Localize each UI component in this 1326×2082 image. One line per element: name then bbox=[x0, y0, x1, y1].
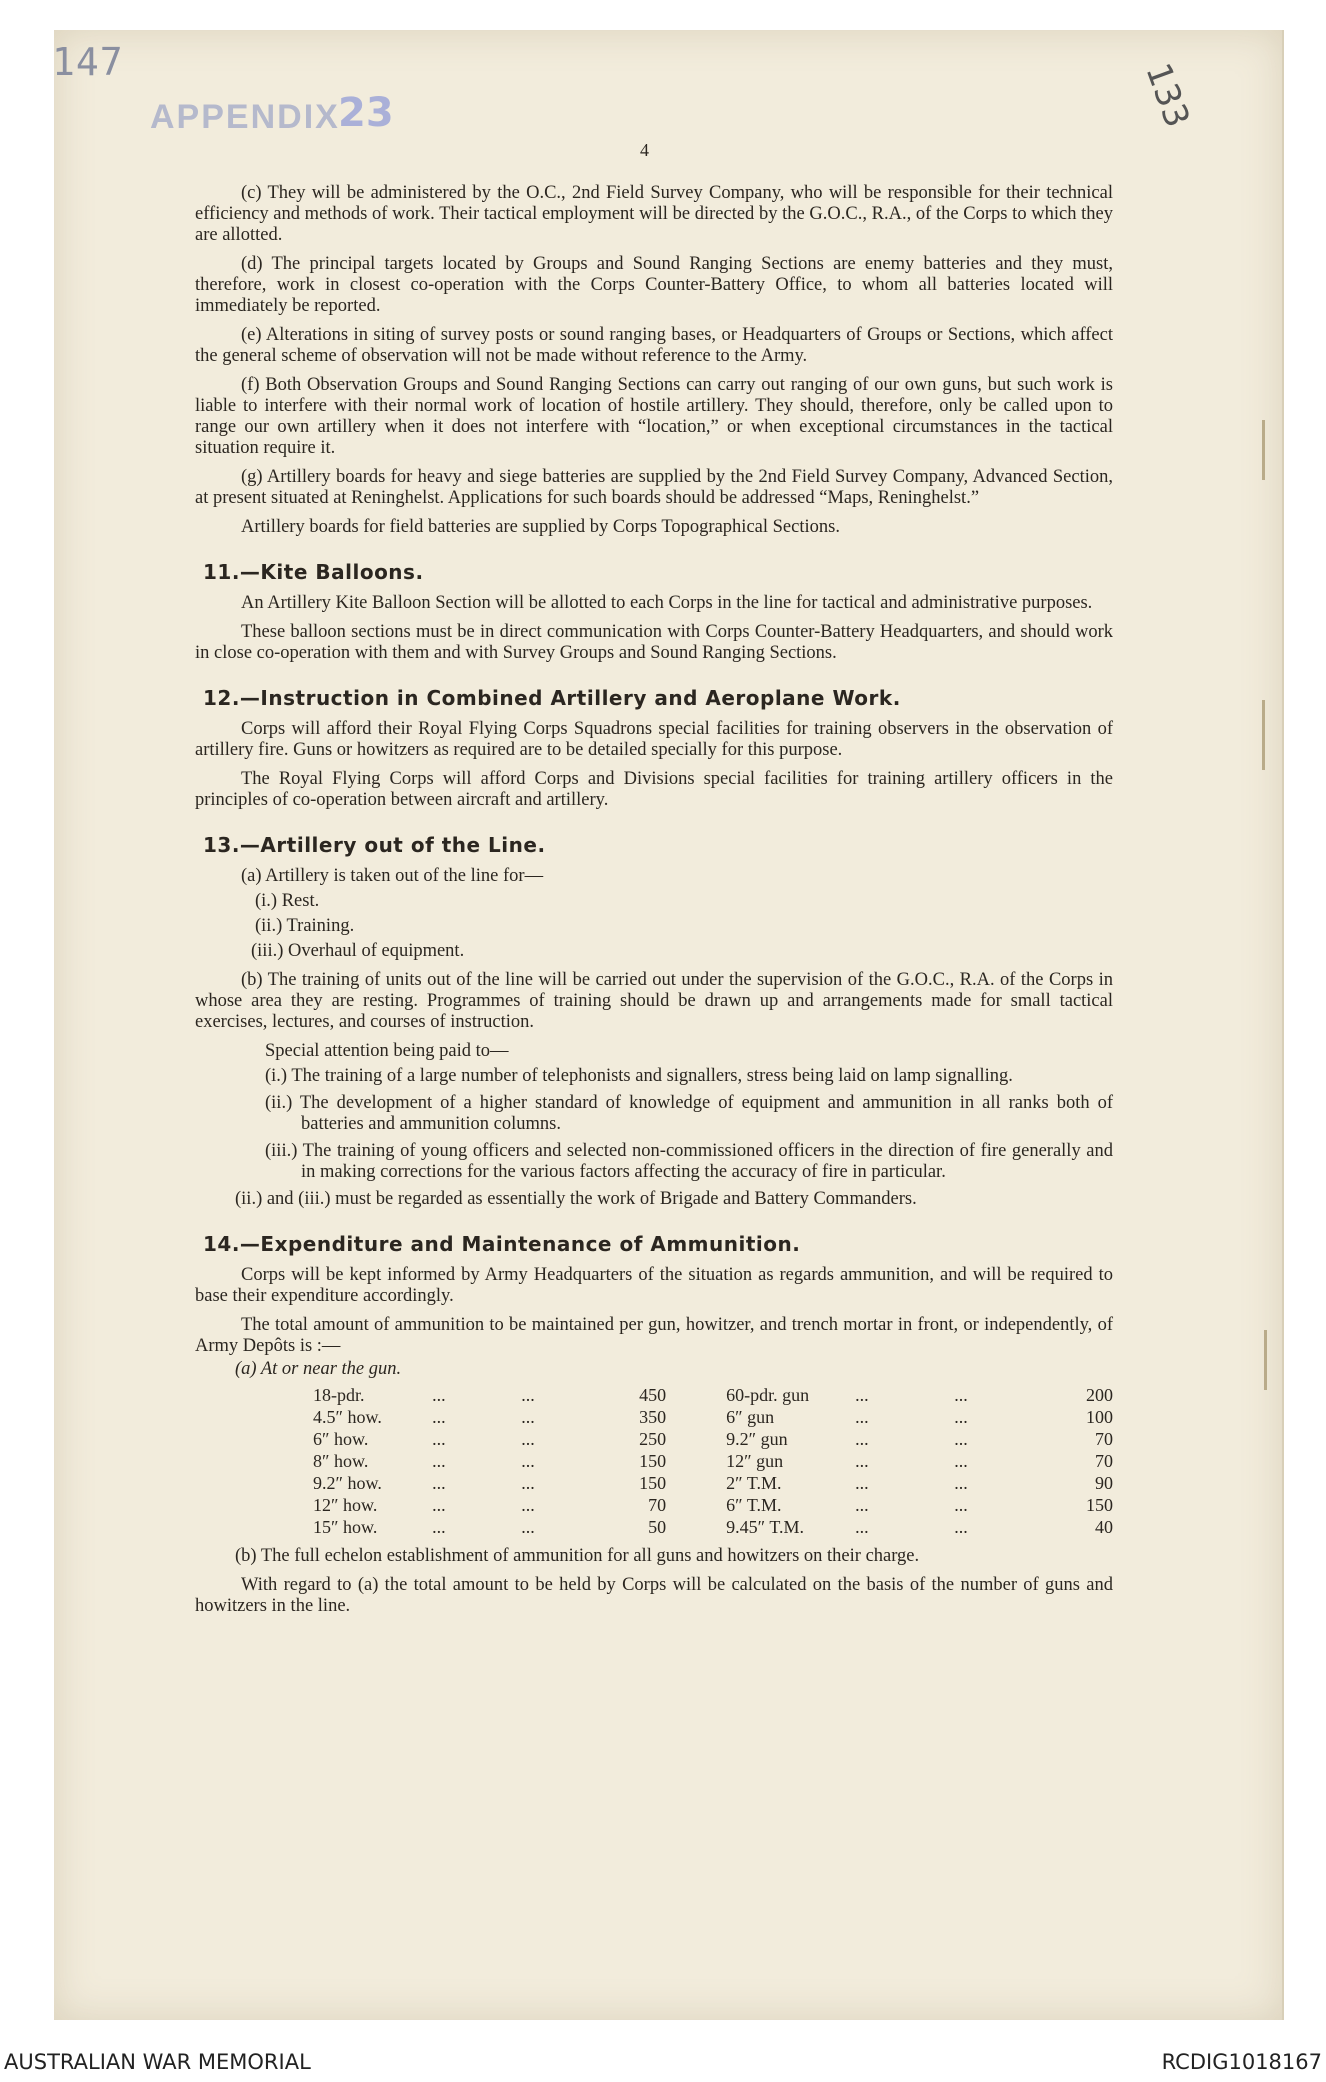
section-12-paragraph: Corps will afford their Royal Flying Corps Squadrons special facilities for training observers in the observation of artillery fire. Guns or howitzers as required are to be detailed specially for this purpose. bbox=[195, 719, 1113, 760]
weapon-name: 9.2″ gun bbox=[726, 1428, 788, 1449]
rounds-value: 50 bbox=[648, 1516, 667, 1537]
weapon-name: 2″ T.M. bbox=[726, 1472, 782, 1493]
weapon-name: 6″ gun bbox=[726, 1406, 775, 1427]
leader-dots: ... bbox=[855, 1494, 869, 1515]
leader-dots: ... bbox=[855, 1516, 869, 1537]
appendix-stamp: APPENDIX bbox=[150, 98, 340, 136]
list-item: (iii.) The training of young officers and selected non-commissioned officers in the direction of fire generally and in making corrections for the various factors affecting the accuracy of fire in particular. bbox=[265, 1141, 1113, 1182]
table-row bbox=[313, 1450, 666, 1472]
weapon-name: 9.45″ T.M. bbox=[726, 1516, 804, 1537]
weapon-name: 60-pdr. gun bbox=[726, 1384, 810, 1405]
weapon-name: 9.2″ how. bbox=[313, 1472, 382, 1493]
document-body bbox=[195, 183, 1113, 1625]
paragraph-field-boards: Artillery boards for field batteries are supplied by Corps Topographical Sections. bbox=[241, 517, 840, 537]
leader-dots: ... bbox=[521, 1406, 535, 1427]
leader-dots: ... bbox=[432, 1450, 446, 1471]
rounds-value: 70 bbox=[1095, 1428, 1113, 1449]
ammunition-table-left bbox=[313, 1384, 666, 1538]
page-edge-mark bbox=[1262, 420, 1265, 480]
table-row bbox=[726, 1472, 1113, 1494]
leader-dots: ... bbox=[432, 1472, 446, 1493]
table-row bbox=[726, 1406, 1113, 1428]
ammunition-table-right bbox=[726, 1384, 1113, 1538]
paragraph-c: (c) They will be administered by the O.C., 2nd Field Survey Company, who will be responsible for their technical efficiency and methods of work. Their tactical employment will be directed by the G.O.C., R.A., of the Corps to which they are allotted. bbox=[195, 183, 1113, 245]
rounds-value: 350 bbox=[639, 1406, 667, 1427]
section-13-closing: (ii.) and (iii.) must be regarded as essentially the work of Brigade and Battery Commanders. bbox=[235, 1189, 917, 1209]
weapon-name: 18-pdr. bbox=[313, 1384, 365, 1405]
leader-dots: ... bbox=[521, 1516, 535, 1537]
section-14-paragraph-b: (b) The full echelon establishment of ammunition for all guns and howitzers on their charge. bbox=[235, 1546, 920, 1566]
list-item: (i.) The training of a large number of telephonists and signallers, stress being laid on lamp signalling. bbox=[265, 1066, 1013, 1086]
leader-dots: ... bbox=[954, 1384, 968, 1405]
rounds-value: 70 bbox=[1095, 1450, 1113, 1471]
rounds-value: 150 bbox=[1086, 1494, 1113, 1515]
leader-dots: ... bbox=[855, 1406, 869, 1427]
section-14-subheading: (a) At or near the gun. bbox=[235, 1359, 402, 1379]
weapon-name: 12″ how. bbox=[313, 1494, 378, 1515]
ammunition-tables bbox=[313, 1384, 1113, 1538]
table-row bbox=[726, 1494, 1113, 1516]
table-row bbox=[726, 1450, 1113, 1472]
rounds-value: 100 bbox=[1086, 1406, 1113, 1427]
rounds-value: 70 bbox=[648, 1494, 667, 1515]
leader-dots: ... bbox=[954, 1450, 968, 1471]
leader-dots: ... bbox=[521, 1450, 535, 1471]
footer-credit: AUSTRALIAN WAR MEMORIAL bbox=[4, 2050, 311, 2074]
leader-dots: ... bbox=[954, 1428, 968, 1449]
section-11-heading: 11.—Kite Balloons. bbox=[203, 560, 424, 584]
leader-dots: ... bbox=[954, 1472, 968, 1493]
page-number: 4 bbox=[640, 140, 649, 160]
section-13-intro: (a) Artillery is taken out of the line for— bbox=[241, 866, 544, 886]
weapon-name: 8″ how. bbox=[313, 1450, 369, 1471]
special-attention-intro: Special attention being paid to— bbox=[265, 1041, 509, 1061]
rounds-value: 150 bbox=[639, 1472, 667, 1493]
list-item: (iii.) Overhaul of equipment. bbox=[251, 941, 465, 961]
section-12-heading: 12.—Instruction in Combined Artillery and Aeroplane Work. bbox=[203, 686, 901, 710]
folio-number: 133 bbox=[1137, 58, 1198, 133]
list-item: (i.) Rest. bbox=[255, 891, 320, 911]
table-row bbox=[313, 1494, 666, 1516]
weapon-name: 12″ gun bbox=[726, 1450, 784, 1471]
rounds-value: 90 bbox=[1095, 1472, 1113, 1493]
table-row bbox=[726, 1428, 1113, 1450]
leader-dots: ... bbox=[855, 1384, 869, 1405]
weapon-name: 6″ how. bbox=[313, 1428, 369, 1449]
paragraph-g: (g) Artillery boards for heavy and siege batteries are supplied by the 2nd Field Survey Company, Advanced Section, at present situated at Reninghelst. Applications for such boards should be addressed “Maps, Reninghelst.” bbox=[195, 467, 1113, 508]
handwritten-number: 147 bbox=[52, 40, 124, 84]
leader-dots: ... bbox=[521, 1494, 535, 1515]
leader-dots: ... bbox=[432, 1384, 446, 1405]
leader-dots: ... bbox=[855, 1450, 869, 1471]
leader-dots: ... bbox=[855, 1472, 869, 1493]
table-row bbox=[313, 1472, 666, 1494]
table-row bbox=[313, 1428, 666, 1450]
leader-dots: ... bbox=[521, 1472, 535, 1493]
rounds-value: 40 bbox=[1095, 1516, 1113, 1537]
leader-dots: ... bbox=[432, 1406, 446, 1427]
leader-dots: ... bbox=[432, 1494, 446, 1515]
table-row bbox=[313, 1406, 666, 1428]
paragraph-d: (d) The principal targets located by Groups and Sound Ranging Sections are enemy batteries and they must, therefore, work in closest co-operation with the Corps Counter-Battery Office, to whom all batteries located will immediately be reported. bbox=[195, 254, 1113, 316]
list-item: (ii.) Training. bbox=[255, 916, 355, 936]
weapon-name: 15″ how. bbox=[313, 1516, 378, 1537]
leader-dots: ... bbox=[521, 1384, 535, 1405]
table-row bbox=[726, 1516, 1113, 1538]
weapon-name: 6″ T.M. bbox=[726, 1494, 782, 1515]
section-14-paragraph: Corps will be kept informed by Army Headquarters of the situation as regards ammunition, and will be required to base their expenditure accordingly. bbox=[195, 1265, 1113, 1306]
leader-dots: ... bbox=[954, 1406, 968, 1427]
leader-dots: ... bbox=[432, 1516, 446, 1537]
weapon-name: 4.5″ how. bbox=[313, 1406, 382, 1427]
rounds-value: 200 bbox=[1086, 1384, 1113, 1405]
paragraph-f: (f) Both Observation Groups and Sound Ranging Sections can carry out ranging of our own guns, but such work is liable to interfere with their normal work of location of hostile artillery. They should, therefore, only be called upon to range our own artillery when it does not interfere with “location,” or when exceptional circumstances in the tactical situation require it. bbox=[195, 375, 1113, 458]
section-11-paragraph: An Artillery Kite Balloon Section will be allotted to each Corps in the line for tactical and administrative purposes. bbox=[241, 593, 1093, 613]
page-edge-mark bbox=[1262, 700, 1265, 770]
table-row bbox=[313, 1516, 666, 1538]
leader-dots: ... bbox=[954, 1516, 968, 1537]
section-14-heading: 14.—Expenditure and Maintenance of Ammunition. bbox=[203, 1232, 801, 1256]
page-edge-mark bbox=[1264, 1330, 1267, 1390]
leader-dots: ... bbox=[855, 1428, 869, 1449]
section-13-paragraph-b: (b) The training of units out of the line will be carried out under the supervision of the G.O.C., R.A. of the Corps in whose area they are resting. Programmes of training should be drawn up and arrangements made for small tactical exercises, lectures, and courses of instruction. bbox=[195, 970, 1113, 1032]
rounds-value: 250 bbox=[639, 1428, 667, 1449]
rounds-value: 450 bbox=[639, 1384, 667, 1405]
rounds-value: 150 bbox=[639, 1450, 667, 1471]
footer-id: RCDIG1018167 bbox=[1161, 2050, 1322, 2074]
leader-dots: ... bbox=[521, 1428, 535, 1449]
leader-dots: ... bbox=[954, 1494, 968, 1515]
appendix-stamp-number: 23 bbox=[338, 90, 394, 136]
list-item: (ii.) The development of a higher standard of knowledge of equipment and ammunition in all ranks both of batteries and ammunition columns. bbox=[265, 1093, 1113, 1134]
section-14-paragraph: The total amount of ammunition to be maintained per gun, howitzer, and trench mortar in front, or independently, of Army Depôts is :— bbox=[195, 1315, 1113, 1356]
leader-dots: ... bbox=[432, 1428, 446, 1449]
table-row bbox=[313, 1384, 666, 1406]
table-row bbox=[726, 1384, 1113, 1406]
section-13-heading: 13.—Artillery out of the Line. bbox=[203, 833, 546, 857]
section-11-paragraph: These balloon sections must be in direct communication with Corps Counter-Battery Headquarters, and should work in close co-operation with them and with Survey Groups and Sound Ranging Sections. bbox=[195, 622, 1113, 663]
section-14-paragraph-last: With regard to (a) the total amount to be held by Corps will be calculated on the basis of the number of guns and howitzers in the line. bbox=[195, 1575, 1113, 1616]
paragraph-e: (e) Alterations in siting of survey posts or sound ranging bases, or Headquarters of Groups or Sections, which affect the general scheme of observation will not be made without reference to the Army. bbox=[195, 325, 1113, 366]
section-12-paragraph: The Royal Flying Corps will afford Corps and Divisions special facilities for training artillery officers in the principles of co-operation between aircraft and artillery. bbox=[195, 769, 1113, 810]
